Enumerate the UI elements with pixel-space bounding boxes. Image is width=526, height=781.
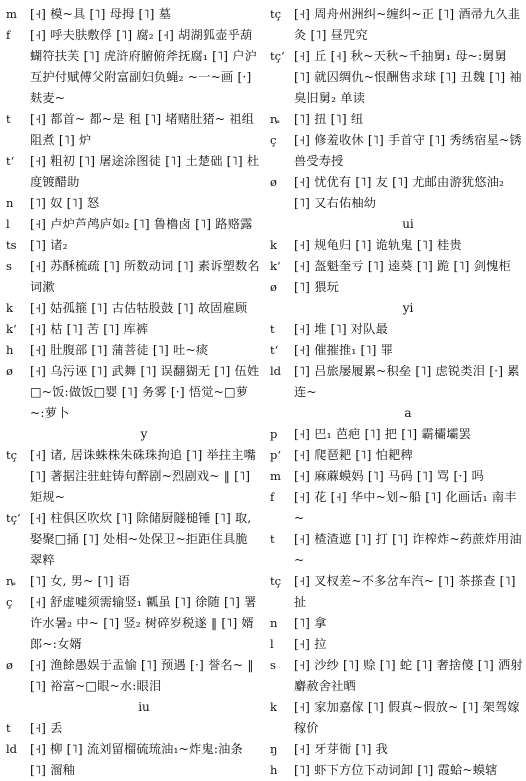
- initial-consonant: f: [6, 28, 11, 42]
- initial-consonant: k: [6, 301, 13, 315]
- initial-consonant: t‘: [6, 154, 15, 168]
- character-list: [˧] 诸, 居诛蛛株朱硃珠拘追 [˥] 举拄主嘴 [˥] 著据注驻蛀铸句醉剧~烈剧戏~ ‖ [˥] 矩规~: [30, 448, 257, 504]
- initial-consonant: ȵ: [270, 112, 280, 126]
- initial-consonant: k‘: [6, 322, 17, 336]
- character-list: [˥] 虾下方位下动词卸 [˥] 霞蛤~蟆辖: [294, 763, 498, 777]
- syllable-entry: [268, 445, 524, 466]
- character-list: [˥] 奴 [˥] 怒: [30, 196, 100, 210]
- initial-consonant: k‘: [270, 259, 281, 273]
- character-list: [˧] 楂渣遮 [˥] 打 [˥] 诈榨炸~药蔗炸用油~: [294, 532, 522, 567]
- syllable-entry: [4, 340, 260, 361]
- syllable-entry: [268, 613, 524, 634]
- syllable-entry: [268, 739, 524, 760]
- syllable-entry: [4, 235, 260, 256]
- syllable-entry: [4, 193, 260, 214]
- character-list: [˧] 牙芽衙 [˥] 我: [294, 742, 389, 756]
- syllable-entry: [268, 424, 524, 445]
- character-list: [˧] 肚腹部 [˥] 蒲菩徒 [˥] 吐~痰: [30, 343, 209, 357]
- final-heading: iu: [138, 700, 150, 714]
- character-list: [˧] 沙纱 [˥] 赊 [˥] 蛇 [˥] 奢捨傻 [˥] 洒射麝赦舍社晒: [294, 658, 523, 693]
- initial-consonant: ø: [6, 364, 13, 378]
- final-heading: ui: [402, 217, 414, 231]
- left-column: [4, 4, 260, 781]
- syllable-entry: [268, 529, 524, 571]
- character-list: [˧] 丢: [30, 721, 63, 735]
- syllable-entry: [4, 592, 260, 655]
- initial-consonant: ȵ: [6, 574, 16, 588]
- character-list: [˧] 舒虚嘘须需输竖₁ 瓤虽 [˥] 徐随 [˥] 署许水暑₂ 中~ [˥] 竖₂ 树碎岁税遂 ‖ [˥] 婿郎~:女婿: [30, 595, 257, 651]
- initial-consonant: ld: [270, 364, 282, 378]
- character-list: [˧] 规龟归 [˥] 诡轨鬼 [˥] 桂贵: [294, 238, 462, 252]
- syllable-entry: [4, 109, 260, 151]
- syllable-entry: [268, 697, 524, 739]
- right-column: [268, 4, 524, 781]
- initial-consonant: t: [6, 721, 11, 735]
- syllable-entry: [4, 361, 260, 424]
- syllable-entry: [4, 655, 260, 697]
- character-list: [˥] 吕旅屡履累~积垒 [˥] 虑锐类泪 [·] 累连~: [294, 364, 520, 399]
- character-list: [˧] 巴₁ 芭疤 [˥] 把 [˥] 霸欛壩罢: [294, 427, 471, 441]
- initial-consonant: tç: [270, 574, 282, 588]
- character-list: [˧] 家加嘉傢 [˥] 假真~假放~ [˥] 架驾嫁稼价: [294, 700, 520, 735]
- syllable-entry: [268, 277, 524, 298]
- character-list: [˧] 乌污诬 [˥] 武舞 [˥] 误翻猢无 [˥] 伍姓□~饭:做饭□婴 [˥] 务雾 [·] 悟觉~□萝~:萝卜: [30, 364, 260, 420]
- character-list: [˧] 花 [˧] 华中~划~船 [˥] 化画话₁ 南丰~: [294, 490, 517, 525]
- initial-consonant: h: [270, 763, 278, 777]
- initial-consonant: n: [6, 196, 14, 210]
- initial-consonant: k: [270, 238, 277, 252]
- syllable-entry: [268, 361, 524, 403]
- character-list: [˥] 扭 [˥] 纽: [294, 112, 364, 126]
- initial-consonant: s: [270, 658, 276, 672]
- initial-consonant: ts: [6, 238, 17, 252]
- initial-consonant: s: [6, 259, 12, 273]
- character-list: [˧] 拉: [294, 637, 327, 651]
- initial-consonant: t: [270, 532, 275, 546]
- syllable-entry: [4, 256, 260, 298]
- character-list: [˥] 女, 男~ [˥] 语: [30, 574, 131, 588]
- character-list: [˧] 模~具 [˥] 母拇 [˥] 墓: [30, 7, 172, 21]
- initial-consonant: tç‘: [270, 49, 285, 63]
- syllable-entry: [4, 214, 260, 235]
- syllable-entry: [4, 298, 260, 319]
- syllable-entry: [268, 235, 524, 256]
- character-list: [˧] 堆 [˥] 对队最: [294, 322, 389, 336]
- initial-consonant: tç: [6, 448, 18, 462]
- initial-consonant: tç‘: [6, 511, 21, 525]
- character-list: [˥] 猥玩: [294, 280, 339, 294]
- final-heading: y: [140, 427, 148, 441]
- syllable-entry: [268, 109, 524, 130]
- initial-consonant: ld: [6, 742, 18, 756]
- syllable-entry: [4, 718, 260, 739]
- syllable-entry: [268, 4, 524, 46]
- initial-consonant: l: [6, 217, 10, 231]
- syllable-entry: [268, 466, 524, 487]
- syllable-entry: [4, 25, 260, 109]
- initial-consonant: ø: [270, 175, 277, 189]
- syllable-entry: [268, 46, 524, 109]
- syllable-entry: [268, 760, 524, 781]
- character-list: [˧] 卢炉芦鸬庐如₂ [˥] 鲁橹卤 [˥] 路赂露: [30, 217, 253, 231]
- initial-consonant: p: [270, 427, 278, 441]
- character-list: [˧] 姑孤箍 [˥] 古估牯股鼓 [˥] 故固雇顾: [30, 301, 248, 315]
- syllable-entry: [268, 634, 524, 655]
- initial-consonant: ç: [270, 133, 277, 147]
- character-list: [˧] 渔餘愚娱于盂愉 [˥] 预遇 [·] 誉名~ ‖ [˥] 裕富~□眼~水:眼泪: [30, 658, 254, 693]
- syllable-entry: [4, 739, 260, 781]
- syllable-entry: [268, 487, 524, 529]
- character-list: [˧] 修羞收休 [˥] 手首守 [˥] 秀绣宿星~锈兽受寿授: [294, 133, 522, 168]
- character-list: [˧] 忧优有 [˥] 友 [˥] 尤邮由游犹悠油₂ [˥] 又右佑柚幼: [294, 175, 505, 210]
- character-list: [˧] 丘 [˧] 秋~天秋~千抽舅₁ 母~:舅舅 [˥] 就囚绸仇~恨酬售求球 [˥] 丑魏 [˥] 袖臭旧舅₂ 单读: [294, 49, 522, 105]
- character-list: [˧] 柳 [˥] 流刘留榴硫琉油₁~炸鬼:油条 [˥] 溜釉: [30, 742, 243, 777]
- final-heading: a: [404, 406, 412, 420]
- initial-consonant: t: [6, 112, 11, 126]
- character-list: [˧] 苏酥梳疏 [˥] 所数动词 [˥] 素诉塑数名词漱: [30, 259, 260, 294]
- initial-consonant: t‘: [270, 343, 279, 357]
- syllable-entry: [4, 151, 260, 193]
- character-list: [˧] 粗初 [˥] 屠途涂图徒 [˥] 土楚础 [˥] 杜度镀醋助: [30, 154, 260, 189]
- syllable-entry: [4, 571, 260, 592]
- syllable-entry: [4, 4, 260, 25]
- syllable-entry: [268, 655, 524, 697]
- character-list: [˧] 周舟州洲纠~缠纠~正 [˥] 酒帚九久韭灸 [˥] 昼咒究: [294, 7, 521, 42]
- character-list: [˧] 都首~ 都~是 租 [˥] 堵赌肚猪~ 祖组阻煮 [˥] 炉: [30, 112, 255, 147]
- syllable-entry: [268, 571, 524, 613]
- initial-consonant: m: [6, 7, 17, 21]
- initial-consonant: ç: [6, 595, 13, 609]
- syllable-entry: [268, 319, 524, 340]
- initial-consonant: t: [270, 322, 275, 336]
- initial-consonant: l: [270, 637, 274, 651]
- character-list: [˧] 爬琶耙 [˥] 怕耙稗: [294, 448, 413, 462]
- character-list: [˧] 呼夫肤敷俘 [˥] 腐₂ [˧] 胡湖狐壶乎葫蝴符扶芙 [˥] 虎浒府腑俯斧抚腐₁ [˥] 户沪互护付赋傅父附富副妇负蝇₂ ~一~画 [·] 麸麦~: [30, 28, 258, 105]
- character-list: [˧] 催摧推₁ [˥] 罪: [294, 343, 394, 357]
- initial-consonant: f: [270, 490, 275, 504]
- character-list: [˧] 枯 [˥] 苦 [˥] 库裤: [30, 322, 149, 336]
- character-list: [˧] 柱俱区吹炊 [˥] 除储厨隧槌锤 [˥] 取, 娶聚□捅 [˥] 处相~处保卫~拒距住具脆翠粹: [30, 511, 252, 567]
- initial-consonant: h: [6, 343, 14, 357]
- initial-consonant: ø: [270, 280, 277, 294]
- initial-consonant: ø: [6, 658, 13, 672]
- syllable-entry: [4, 445, 260, 508]
- syllable-entry: [268, 172, 524, 214]
- syllable-entry: [4, 508, 260, 571]
- character-list: [˥] 诸₂: [30, 238, 68, 252]
- character-list: [˧] 叉杈差~不多岔车汽~ [˥] 茶搽查 [˥] 扯: [294, 574, 516, 609]
- character-list: [˧] 麻蔴蟆妈 [˥] 马码 [˥] 骂 [·] 吗: [294, 469, 484, 483]
- syllable-entry: [268, 340, 524, 361]
- initial-consonant: ŋ: [270, 742, 278, 756]
- character-list: [˥] 拿: [294, 616, 327, 630]
- initial-consonant: n: [270, 616, 278, 630]
- initial-consonant: tç: [270, 7, 282, 21]
- final-heading: yi: [402, 301, 414, 315]
- syllable-entry: [268, 256, 524, 277]
- syllable-entry: [268, 130, 524, 172]
- character-list: [˧] 盔魁奎亏 [˥] 逵葵 [˥] 跪 [˥] 剑愧柜: [294, 259, 511, 273]
- syllable-entry: [4, 319, 260, 340]
- initial-consonant: k: [270, 700, 277, 714]
- initial-consonant: m: [270, 469, 281, 483]
- initial-consonant: p‘: [270, 448, 282, 462]
